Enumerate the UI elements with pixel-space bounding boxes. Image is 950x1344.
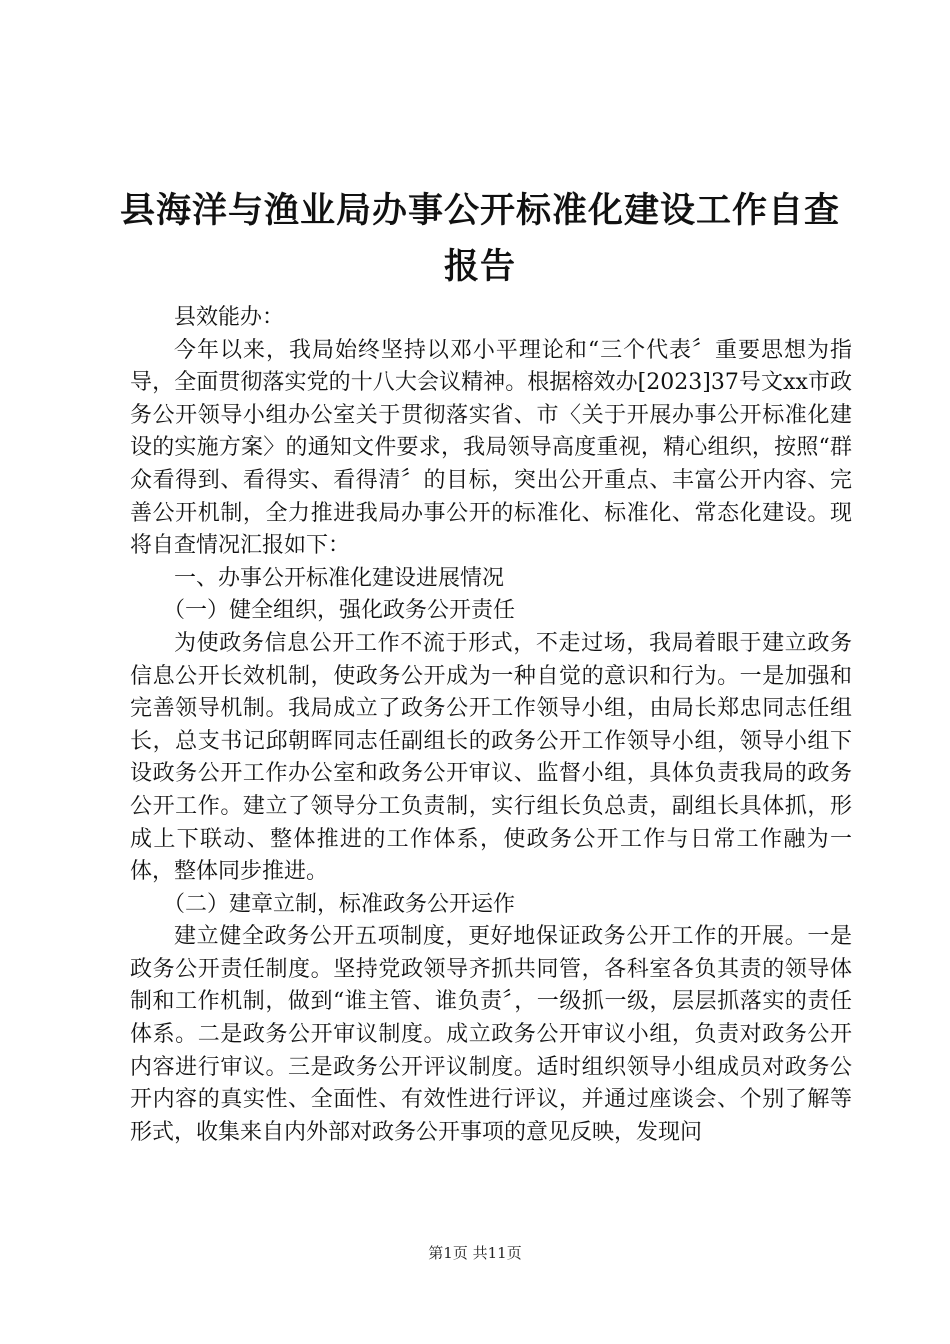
subsection-heading-2: （二）建章立制，标准政务公开运作 [163, 891, 516, 917]
section-heading: 一、办事公开标准化建设进展情况 [174, 565, 505, 591]
document-body [130, 302, 852, 1149]
page-number: 第1页 共11页 [428, 1244, 522, 1262]
paragraph-organization: 为使政务信息公开工作不流于形式，不走过场，我局着眼于建立政务信息公开长效机制，使政务公开成为一种自觉的意识和行为。一是加强和完善领导机制。我局成立了政务公开工作领导小组，由局长郑忠同志任组长，总支书记邱朝晖同志任副组长的政务公开工作领导小组，领导小组下设政务公开工作办公室和政务公开审议、监督小组，具体负责我局的政务公开工作。建立了领导分工负责制，实行组长负总责，副组长具体抓，形成上下联动、整体推进的工作体系，使政务公开工作与日常工作融为一体，整体同步推进。 [130, 630, 852, 885]
salutation: 县效能办： [174, 305, 285, 330]
subsection-heading-1: （一）健全组织，强化政务公开责任 [163, 598, 516, 624]
paragraph-regulations: 建立健全政务公开五项制度，更好地保证政务公开工作的开展。一是政务公开责任制度。坚持党政领导齐抓共同管，各科室各负其责的领导体制和工作机制，做到“谁主管、谁负责〞，一级抓一级，层层抓落实的责任体系。二是政务公开审议制度。成立政务公开审议小组，负责对政务公开内容进行审议。三是政务公开评议制度。适时组织领导小组成员对政务公开内容的真实性、全面性、有效性进行评议，并通过座谈会、个别了解等形式，收集来自内外部对政务公开事项的意见反映，发现问 [130, 924, 852, 1145]
document-title: 县海洋与渔业局办事公开标准化建设工作自查报告 [119, 190, 840, 287]
paragraph-intro: 今年以来，我局始终坚持以邓小平理论和“三个代表〞重要思想为指导，全面贯彻落实党的十八大会议精神。根据榕效办[2023]37号文xx市政务公开领导小组办公室关于贯彻落实省、市〈关于开展办事公开标准化建设的实施方案〉的通知文件要求，我局领导高度重视，精心组织，按照“群众看得到、看得实、看得清〞的目标，突出公开重点、丰富公开内容、完善公开机制，全力推进我局办事公开的标准化、标准化、常态化建设。现将自查情况汇报如下： [130, 337, 852, 559]
